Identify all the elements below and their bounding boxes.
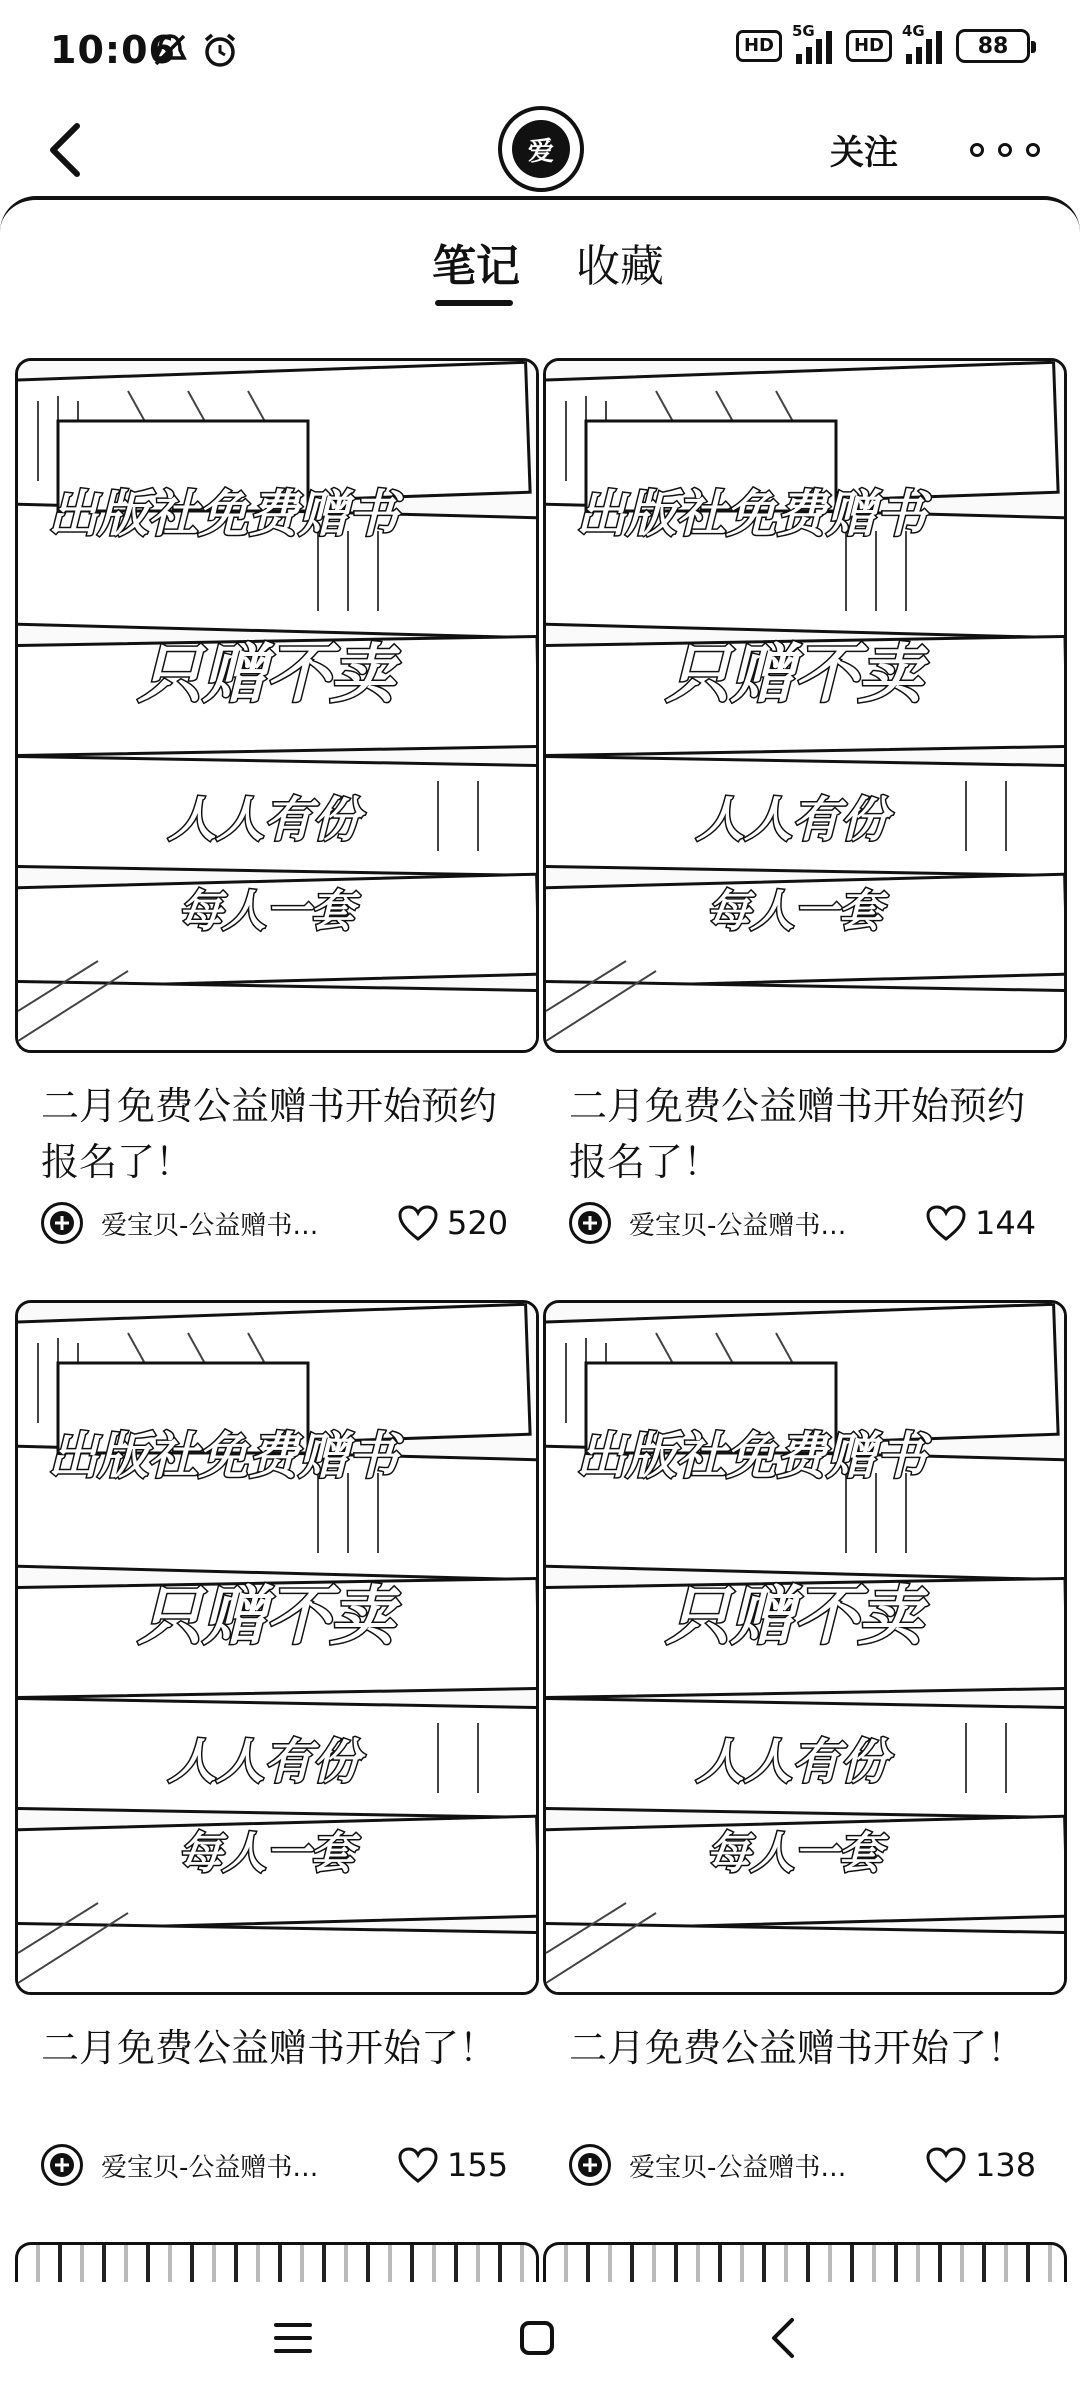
note-meta bbox=[41, 1198, 531, 1248]
like-count: 144 bbox=[975, 1204, 1037, 1242]
next-card-peek[interactable] bbox=[15, 2242, 539, 2282]
cover-text-3: 人人有份 bbox=[696, 792, 889, 848]
note-meta bbox=[41, 2140, 531, 2190]
author-avatar[interactable] bbox=[41, 2144, 83, 2186]
cover-text-4: 每人一套 bbox=[706, 886, 882, 937]
dot-icon bbox=[998, 143, 1012, 157]
like-count: 520 bbox=[447, 1204, 509, 1242]
author-avatar[interactable] bbox=[569, 2144, 611, 2186]
system-back-button[interactable] bbox=[748, 2308, 818, 2368]
note-meta bbox=[569, 1198, 1059, 1248]
status-time: 10:06 bbox=[50, 28, 176, 72]
tab-active-indicator bbox=[435, 300, 513, 306]
tab-favorites[interactable]: 收藏 bbox=[576, 241, 664, 292]
cover-text-1: 出版社免费赠书 bbox=[576, 1427, 926, 1485]
back-button[interactable] bbox=[30, 112, 100, 188]
cover-text-4: 每人一套 bbox=[706, 1828, 882, 1879]
author-avatar[interactable] bbox=[569, 1202, 611, 1244]
status-indicators bbox=[736, 22, 1030, 64]
author-name[interactable]: 爱宝贝-公益赠书… bbox=[101, 1210, 319, 1241]
author-logo-icon bbox=[47, 2150, 77, 2180]
follow-button[interactable]: 关注 bbox=[830, 133, 898, 173]
like-count: 138 bbox=[975, 2146, 1037, 2184]
back-arrow-icon bbox=[768, 2316, 798, 2360]
note-cover-image[interactable] bbox=[543, 1300, 1067, 1995]
note-cover-image[interactable] bbox=[543, 358, 1067, 1053]
dot-icon bbox=[970, 143, 984, 157]
mute-icon bbox=[150, 30, 190, 74]
signal-4g-icon: 4G bbox=[906, 28, 942, 64]
cover-text-1: 出版社免费赠书 bbox=[48, 485, 398, 543]
note-meta bbox=[569, 2140, 1059, 2190]
cover-text-4: 每人一套 bbox=[178, 886, 354, 937]
battery-icon bbox=[956, 29, 1030, 63]
cover-text-2: 只赠不卖 bbox=[138, 1580, 394, 1654]
author-logo-icon bbox=[47, 1208, 77, 1238]
cover-text-3: 人人有份 bbox=[168, 1734, 361, 1790]
menu-button[interactable] bbox=[258, 2308, 328, 2368]
more-options-button[interactable] bbox=[970, 130, 1040, 170]
author-name[interactable]: 爱宝贝-公益赠书… bbox=[101, 2152, 319, 2183]
cover-text-1: 出版社免费赠书 bbox=[576, 485, 926, 543]
status-bar bbox=[0, 0, 1080, 100]
battery-level: 88 bbox=[977, 33, 1009, 59]
signal-5g-icon: 5G bbox=[796, 28, 832, 64]
dot-icon bbox=[1026, 143, 1040, 157]
hd-badge-2: HD bbox=[846, 30, 892, 62]
author-avatar[interactable] bbox=[41, 1202, 83, 1244]
cover-text-3: 人人有份 bbox=[696, 1734, 889, 1790]
chevron-left-icon bbox=[43, 120, 87, 180]
alarm-icon bbox=[200, 30, 240, 74]
heart-icon[interactable] bbox=[397, 2146, 439, 2184]
avatar-text: 爱 bbox=[512, 120, 570, 178]
heart-icon[interactable] bbox=[397, 1204, 439, 1242]
note-cover-image[interactable] bbox=[15, 358, 539, 1053]
cover-text-4: 每人一套 bbox=[178, 1828, 354, 1879]
next-card-peek[interactable] bbox=[543, 2242, 1067, 2282]
note-title[interactable]: 二月免费公益赠书开始预约报名了！ bbox=[569, 1084, 1026, 1184]
cover-text-3: 人人有份 bbox=[168, 792, 361, 848]
tab-bar bbox=[0, 220, 1080, 310]
hd-badge: HD bbox=[736, 30, 782, 62]
cover-text-1: 出版社免费赠书 bbox=[48, 1427, 398, 1485]
cover-text-2: 只赠不卖 bbox=[666, 638, 922, 712]
note-cover-image[interactable] bbox=[15, 1300, 539, 1995]
top-bar bbox=[0, 100, 1080, 200]
like-count: 155 bbox=[447, 2146, 509, 2184]
author-name[interactable]: 爱宝贝-公益赠书… bbox=[629, 2152, 847, 2183]
home-icon bbox=[517, 2318, 557, 2358]
system-nav-bar bbox=[0, 2282, 1080, 2400]
author-logo-icon bbox=[575, 2150, 605, 2180]
home-button[interactable] bbox=[502, 2308, 572, 2368]
author-name[interactable]: 爱宝贝-公益赠书… bbox=[629, 1210, 847, 1241]
tab-notes[interactable]: 笔记 bbox=[432, 241, 520, 292]
profile-avatar[interactable] bbox=[498, 106, 584, 192]
note-title[interactable]: 二月免费公益赠书开始了！ bbox=[569, 2026, 1026, 2070]
author-logo-icon bbox=[575, 1208, 605, 1238]
note-title[interactable]: 二月免费公益赠书开始预约报名了！ bbox=[41, 1084, 498, 1184]
cover-text-2: 只赠不卖 bbox=[138, 638, 394, 712]
cover-text-2: 只赠不卖 bbox=[666, 1580, 922, 1654]
heart-icon[interactable] bbox=[925, 1204, 967, 1242]
menu-icon bbox=[273, 2321, 313, 2355]
note-title[interactable]: 二月免费公益赠书开始了！ bbox=[41, 2026, 498, 2070]
heart-icon[interactable] bbox=[925, 2146, 967, 2184]
